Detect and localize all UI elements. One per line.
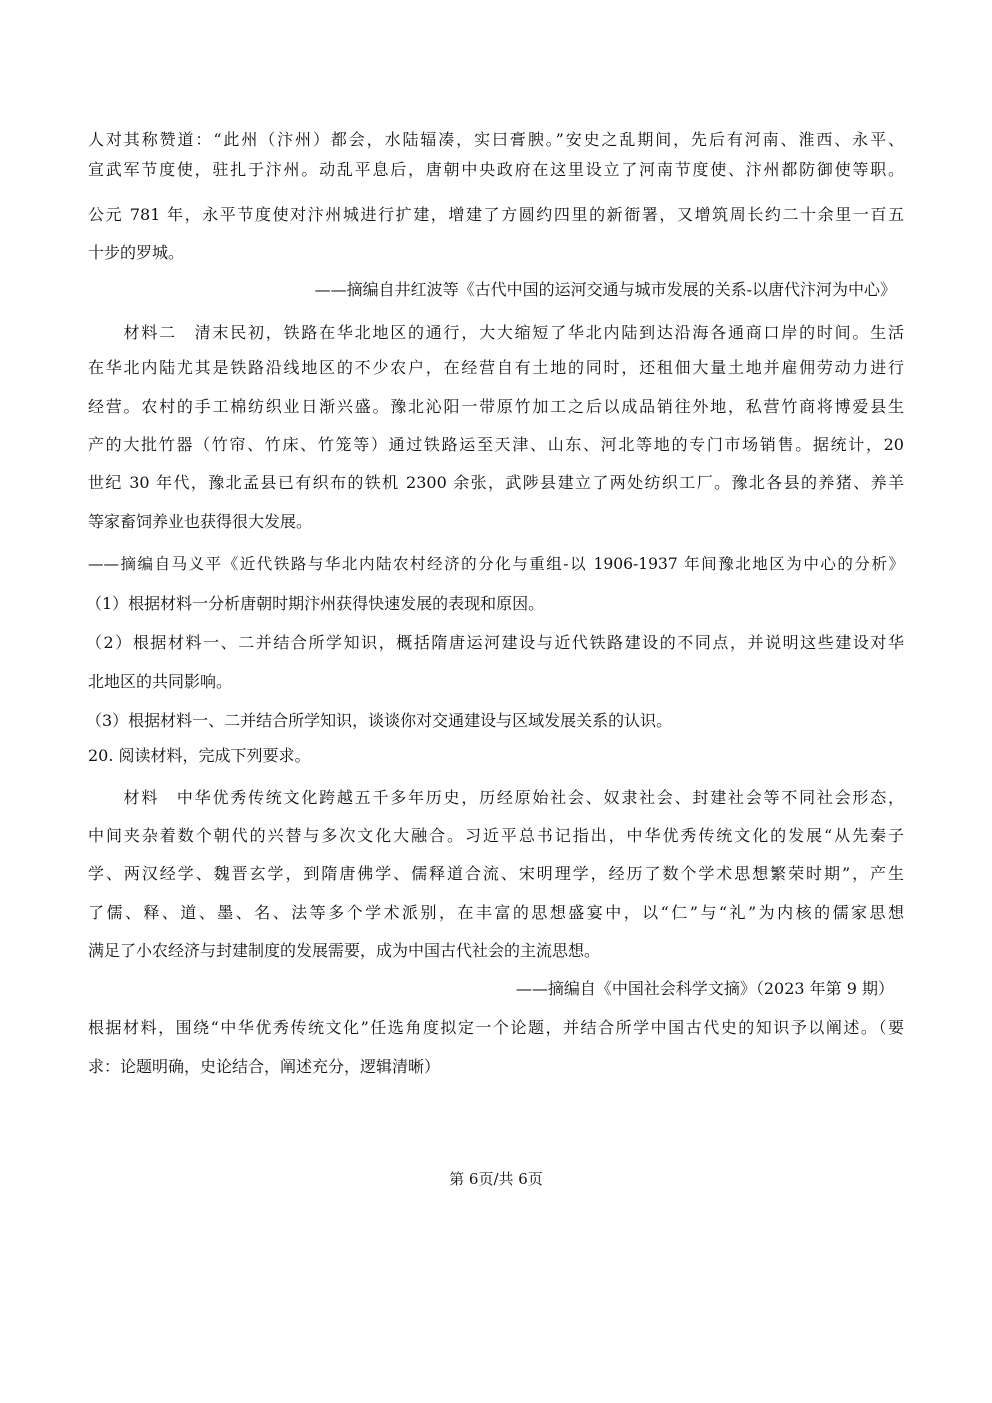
question: （3）根据材料一、二并结合所学知识，谈谈你对交通建设与区域发展关系的认识。 [86,711,673,730]
citation: ——摘编自井红波等《古代中国的运河交通与城市发展的关系-以唐代汴河为中心》 [314,280,896,299]
question: （1）根据材料一分析唐朝时期汴州获得快速发展的表现和原因。 [86,594,545,613]
text-line: 材料 中华优秀传统文化跨越五千多年历史，历经原始社会、奴隶社会、封建社会等不同社会形态， [88,788,904,807]
question: 北地区的共同影响。 [88,672,233,691]
text-line: 了儒、释、道、墨、名、法等多个学术派别，在丰富的思想盛宴中，以“仁”与“礼”为内核的儒家思想 [88,903,904,922]
text-line: 人对其称赞道：“此州（汴州）都会，水陆辐凑，实曰膏腴。”安史之乱期间，先后有河南、淮西、永平、 [88,130,904,149]
text-line: 等家畜饲养业也获得很大发展。 [88,512,313,531]
text-line: 宣武军节度使，驻扎于汴州。动乱平息后，唐朝中央政府在这里设立了河南节度使、汴州都防御使等职。 [88,160,904,179]
text-line: 满足了小农经济与封建制度的发展需要，成为中国古代社会的主流思想。 [88,941,601,960]
question: （2）根据材料一、二并结合所学知识，概括隋唐运河建设与近代铁路建设的不同点，并说明这些建设对华 [86,633,904,652]
text-line: 学、两汉经学、魏晋玄学，到隋唐佛学、儒释道合流、宋明理学，经历了数个学术思想繁荣时期”，产生 [88,864,904,883]
question: 求：论题明确，史论结合，阐述充分，逻辑清晰） [88,1057,441,1076]
text-line: 产的大批竹器（竹帘、竹床、竹笼等）通过铁路运至天津、山东、河北等地的专门市场销售。据统计，20 [88,435,904,454]
text-line: 经营。农村的手工棉纺织业日渐兴盛。豫北沁阳一带原竹加工之后以成品销往外地，私营竹商将博爱县生 [88,397,904,416]
text-line: 十步的罗城。 [88,243,185,262]
citation: ——摘编自《中国社会科学文摘》（2023 年第 9 期） [515,979,894,998]
text-line: 在华北内陆尤其是铁路沿线地区的不少农户，在经营自有土地的同时，还租佃大量土地并雇佣劳动力进行 [88,358,904,377]
text-line: 世纪 30 年代，豫北孟县已有织布的铁机 2300 余张，武陟县建立了两处纺织工厂。豫北各县的养猪、养羊 [88,473,904,492]
question: 根据材料，围绕“中华优秀传统文化”任选角度拟定一个论题，并结合所学中国古代史的知识予以阐述。（要 [88,1018,904,1037]
text-line: 材料二 清末民初，铁路在华北地区的通行，大大缩短了华北内陆到达沿海各通商口岸的时间。生活 [88,323,904,342]
text-line: 中间夹杂着数个朝代的兴替与多次文化大融合。习近平总书记指出，中华优秀传统文化的发展“从先秦子 [88,826,904,845]
question-heading: 20. 阅读材料，完成下列要求。 [88,746,311,765]
text-line: 公元 781 年，永平节度使对汴州城进行扩建，增建了方圆约四里的新衙署，又增筑周长约二十余里一百五 [88,205,904,224]
citation: ——摘编自马义平《近代铁路与华北内陆农村经济的分化与重组-以 1906-1937 年间豫北地区为中心的分析》 [88,555,904,573]
page-footer: 第 6页/共 6页 [449,1170,543,1188]
